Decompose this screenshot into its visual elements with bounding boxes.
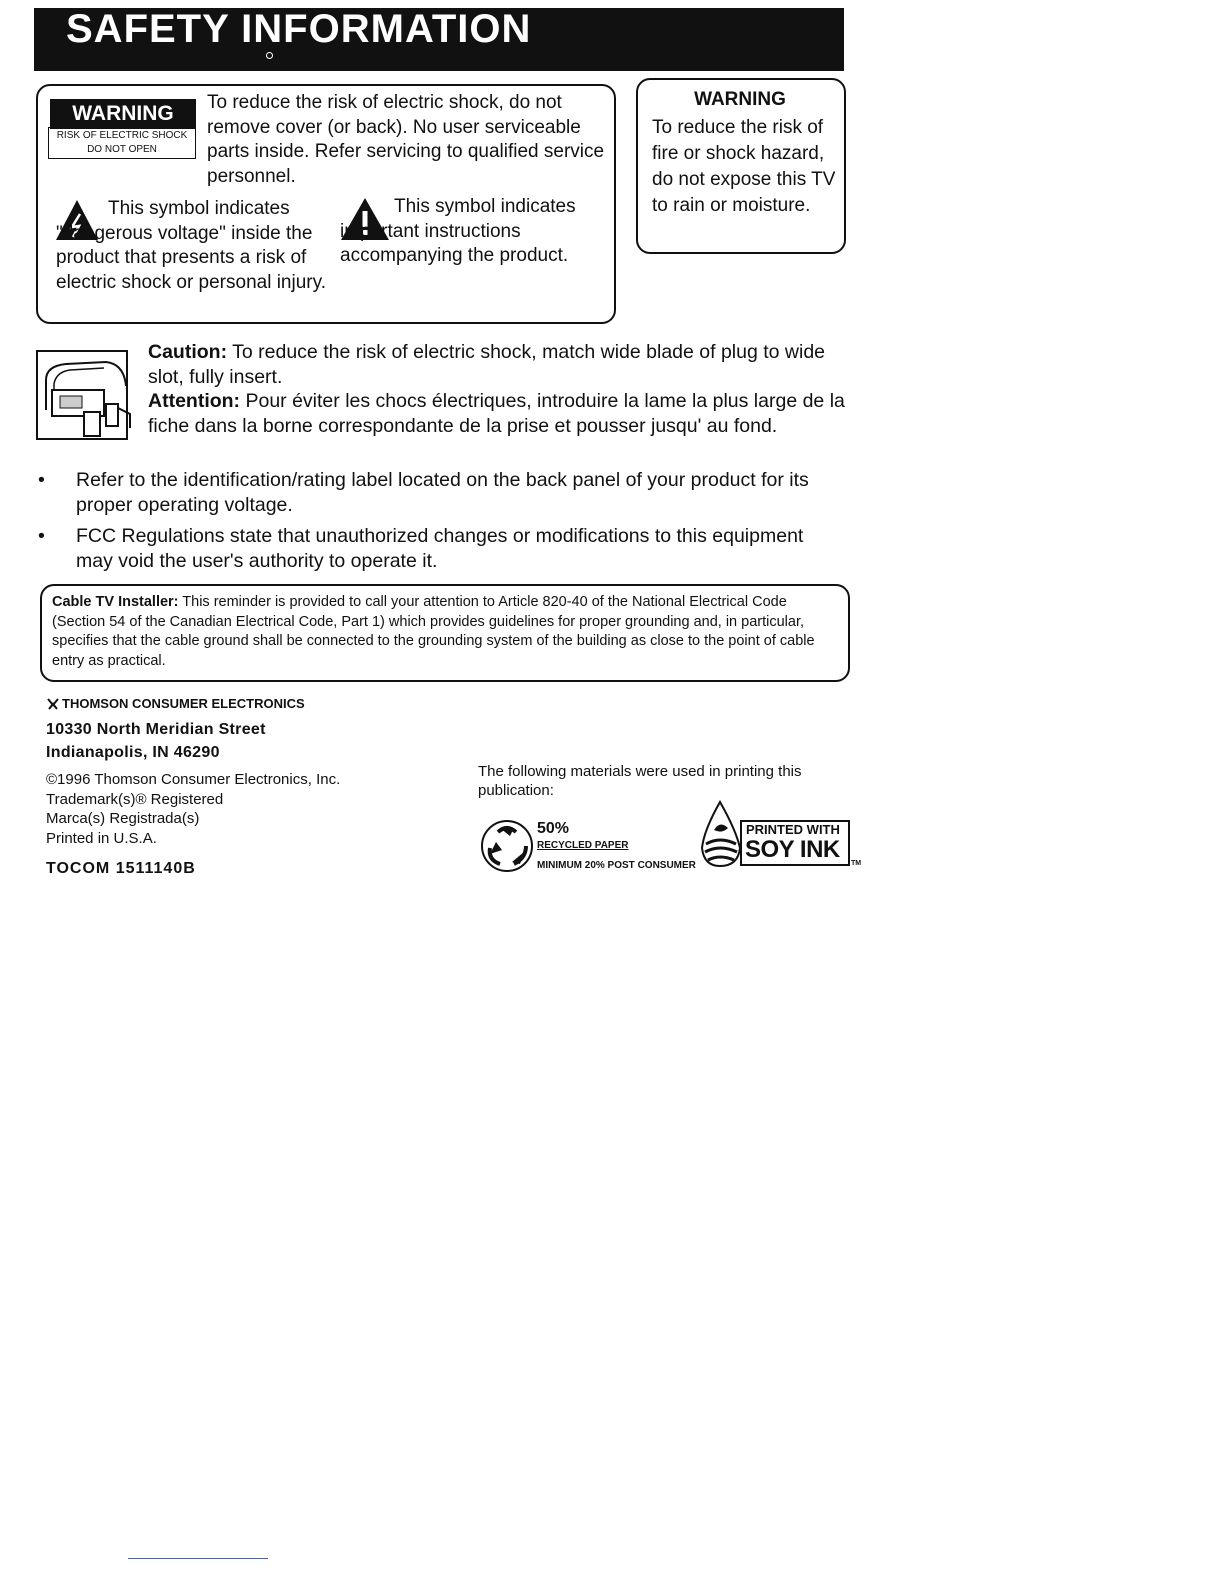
bullet-list: [34, 468, 844, 580]
page-title: SAFETY INFORMATION: [66, 7, 532, 51]
attention-label: Attention:: [148, 390, 241, 412]
address-line1: 10330 North Meridian Street: [46, 721, 266, 738]
title-dot: [266, 52, 273, 59]
warning-sub-line1: RISK OF ELECTRIC SHOCK: [56, 130, 188, 141]
address-line2: Indianapolis, IN 46290: [46, 744, 220, 761]
bullet-text: Refer to the identification/rating label located on the back panel of your product for its proper operating voltage.: [76, 469, 809, 516]
soy-ink-line1: PRINTED WITH: [746, 822, 840, 837]
symbol1-text: [56, 197, 326, 295]
recycled-percent: 50%: [537, 820, 570, 837]
thomson-logo-icon: [46, 697, 60, 711]
cable-installer-label: Cable TV Installer:: [52, 594, 179, 610]
symbol2-text: [340, 195, 612, 269]
bullet-icon: •: [38, 525, 45, 547]
materials-note: The following materials were used in printing this publication:: [478, 763, 802, 799]
company-name: THOMSON CONSUMER ELECTRONICS: [62, 696, 305, 711]
caution-paragraph: [148, 340, 848, 389]
caution-label: Caution:: [148, 341, 228, 363]
warning-right-text: To reduce the risk of fire or shock hazard, do not expose this TV to rain or moisture.: [652, 117, 836, 216]
trademark-line: Trademark(s)® Registered: [46, 790, 224, 808]
recycled-paper-label: RECYCLED PAPER: [537, 840, 629, 851]
symbol2-spacer: [340, 195, 394, 196]
recycle-icon: [480, 818, 534, 874]
post-consumer-label: MINIMUM 20% POST CONSUMER: [537, 860, 696, 871]
company-address: [46, 718, 266, 764]
copyright-line: ©1996 Thomson Consumer Electronics, Inc.: [46, 771, 341, 788]
legal-notice: [46, 770, 340, 848]
warning-sub-line2: DO NOT OPEN: [87, 144, 157, 155]
caution-body: To reduce the risk of electric shock, match wide blade of plug to wide slot, fully insert.: [148, 341, 826, 388]
bottom-rule: [128, 1558, 268, 1559]
attention-paragraph: [148, 389, 848, 438]
printed-line: Printed in U.S.A.: [46, 829, 157, 847]
caution-block: [148, 340, 848, 438]
list-item: [34, 524, 844, 574]
cable-installer-body: This reminder is provided to call your attention to Article 820-40 of the National Electrical Code (Section 54 of the Canadian Electrical Code, Part 1) which provides guidelines for proper grounding and, in particular, specifies that the cable ground shall be connected to the grounding system of the building as close to the point of cable entry as practical.: [52, 594, 815, 669]
symbol1-label: This symbol indicates "dangerous voltage" inside the product that presents a risk of electric shock or personal injury.: [56, 198, 326, 293]
cable-installer-text: [52, 593, 842, 671]
symbol1-spacer: [56, 197, 108, 198]
polarized-plug-icon: [36, 350, 132, 442]
soy-ink-drop-icon: [694, 800, 746, 870]
list-item: [34, 468, 844, 518]
soy-ink-trademark: TM: [851, 860, 862, 867]
warning-sublabel: [48, 127, 196, 159]
warning-text: To reduce the risk of electric shock, do not remove cover (or back). No user serviceable parts inside. Refer servicing to qualified service personnel.: [207, 92, 605, 187]
warning-right-title: WARNING: [694, 89, 786, 110]
document-code: TOCOM 1511140B: [46, 860, 196, 877]
bullet-text: FCC Regulations state that unauthorized changes or modifications to this equipment may void the user's authority to operate it.: [76, 525, 804, 572]
soy-ink-line2: SOY INK: [745, 836, 840, 863]
attention-body: Pour éviter les chocs électriques, introduire la lame la plus large de la fiche dans la borne correspondante de la prise et pousser jusqu' au fond.: [148, 390, 845, 437]
warning-label: WARNING: [50, 99, 196, 129]
marca-line: Marca(s) Registrada(s): [46, 810, 200, 827]
bullet-icon: •: [38, 469, 45, 491]
symbol2-label: This symbol indicates important instructions accompanying the product.: [340, 196, 576, 266]
